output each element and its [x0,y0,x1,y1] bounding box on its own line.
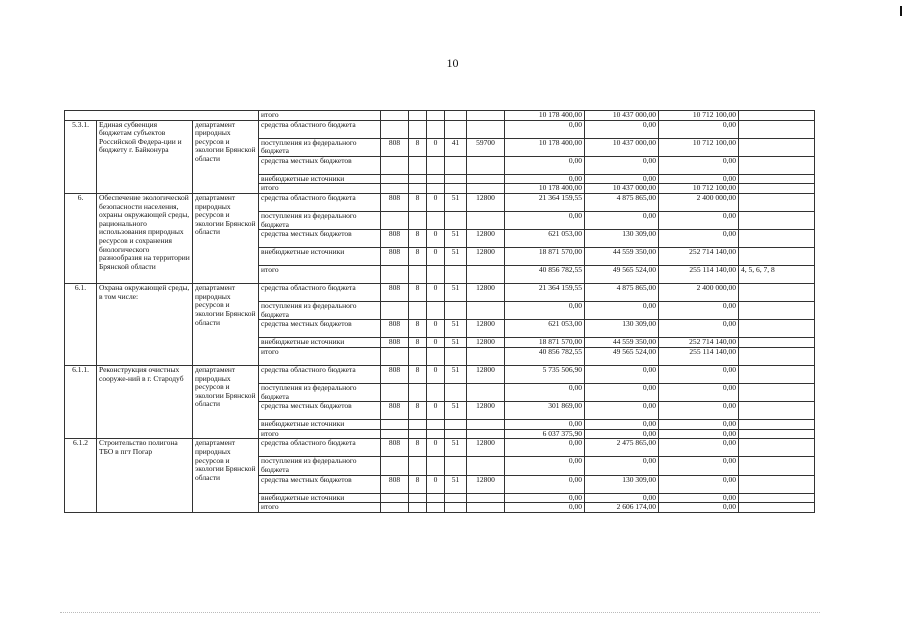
funding-source: средства местных бюджетов [259,156,381,174]
code-rz [409,493,427,503]
indicator-ref [739,338,815,348]
funding-source: итого [259,429,381,439]
code-csr [445,302,467,320]
indicator-ref [739,383,815,401]
code-rz: 8 [409,402,427,420]
amount-year-2: 2 475 865,00 [585,439,659,457]
code-rz: 8 [409,284,427,302]
amount-year-3: 255 114 140,00 [659,266,739,284]
code-direction [467,383,505,401]
code-pr: 0 [427,230,445,248]
funding-source: поступления из федерального бюджета [259,138,381,156]
funding-source: средства местных бюджетов [259,475,381,493]
code-direction: 12800 [467,439,505,457]
item-number: 6.1. [65,284,97,366]
executor: департамент природных ресурсов и экологии Брянской области [193,193,259,283]
amount-year-2: 10 437 000,00 [585,111,659,121]
amount-year-2: 130 309,00 [585,320,659,338]
code-grbs: 808 [381,475,409,493]
code-pr [427,120,445,138]
code-rz [409,503,427,513]
amount-year-2: 0,00 [585,493,659,503]
amount-year-2: 2 606 174,00 [585,503,659,513]
code-grbs: 808 [381,338,409,348]
funding-source: средства местных бюджетов [259,402,381,420]
indicator-ref [739,230,815,248]
code-direction [467,302,505,320]
code-grbs: 808 [381,193,409,211]
amount-year-1: 0,00 [505,475,585,493]
amount-year-2: 0,00 [585,365,659,383]
code-pr [427,156,445,174]
amount-year-1: 0,00 [505,493,585,503]
amount-year-1: 0,00 [505,457,585,475]
code-pr [427,302,445,320]
code-direction: 59700 [467,138,505,156]
code-csr: 51 [445,439,467,457]
code-csr: 51 [445,248,467,266]
indicator-ref [739,420,815,430]
code-csr [445,174,467,184]
code-rz [409,174,427,184]
executor: департамент природных ресурсов и экологии Брянской области [193,439,259,512]
code-rz [409,429,427,439]
indicator-ref [739,211,815,229]
funding-source: итого [259,503,381,513]
funding-source: внебюджетные источники [259,248,381,266]
code-direction [467,420,505,430]
code-direction: 12800 [467,402,505,420]
code-direction [467,120,505,138]
amount-year-3: 2 400 000,00 [659,284,739,302]
code-rz: 8 [409,475,427,493]
funding-source: итого [259,266,381,284]
code-pr [427,174,445,184]
amount-year-3: 0,00 [659,503,739,513]
code-pr: 0 [427,193,445,211]
code-rz [409,184,427,194]
code-direction: 12800 [467,284,505,302]
code-csr: 41 [445,138,467,156]
code-direction: 12800 [467,193,505,211]
item-number: 6. [65,193,97,283]
amount-year-2: 4 875 865,00 [585,284,659,302]
code-csr [445,383,467,401]
indicator-ref [739,320,815,338]
amount-year-3: 0,00 [659,365,739,383]
code-direction: 12800 [467,248,505,266]
amount-year-1: 621 053,00 [505,230,585,248]
item-name: Обеспечение экологической безопасности населения, охраны окружающей среды, рационального использования природных ресурсов и сохранения биологического разнообразия на территории Брянской области [97,193,193,283]
code-rz [409,383,427,401]
amount-year-3: 0,00 [659,475,739,493]
code-grbs [381,383,409,401]
funding-source: внебюджетные источники [259,420,381,430]
code-direction [467,429,505,439]
amount-year-2: 0,00 [585,120,659,138]
code-pr: 0 [427,365,445,383]
indicator-ref [739,302,815,320]
amount-year-1: 0,00 [505,120,585,138]
amount-year-3: 0,00 [659,320,739,338]
indicator-ref [739,475,815,493]
amount-year-1: 301 869,00 [505,402,585,420]
amount-year-3: 0,00 [659,429,739,439]
indicator-ref [739,347,815,365]
funding-source: средства местных бюджетов [259,230,381,248]
code-direction [467,457,505,475]
funding-source: средства областного бюджета [259,193,381,211]
amount-year-3: 0,00 [659,302,739,320]
amount-year-2: 130 309,00 [585,475,659,493]
amount-year-1: 0,00 [505,420,585,430]
indicator-ref [739,365,815,383]
code-grbs: 808 [381,320,409,338]
code-pr: 0 [427,475,445,493]
code-pr: 0 [427,138,445,156]
table-row [65,120,815,138]
amount-year-2: 4 875 865,00 [585,193,659,211]
code-csr [445,503,467,513]
code-csr: 51 [445,365,467,383]
budget-table [64,110,815,513]
empty-cell [65,111,259,121]
code-csr: 51 [445,230,467,248]
amount-year-3: 0,00 [659,174,739,184]
code-csr [445,493,467,503]
code-direction [467,174,505,184]
amount-year-3: 10 712 100,00 [659,184,739,194]
code-pr: 0 [427,402,445,420]
amount-year-1: 6 037 375,90 [505,429,585,439]
code-grbs [381,429,409,439]
code-grbs [381,174,409,184]
executor: департамент природных ресурсов и экологии Брянской области [193,120,259,193]
code-direction [467,266,505,284]
code-grbs [381,347,409,365]
funding-source: средства областного бюджета [259,439,381,457]
code-grbs: 808 [381,402,409,420]
code-grbs [381,493,409,503]
code-direction: 12800 [467,475,505,493]
amount-year-3: 0,00 [659,439,739,457]
code-grbs: 808 [381,365,409,383]
amount-year-3: 10 712 100,00 [659,111,739,121]
amount-year-3: 0,00 [659,211,739,229]
amount-year-3: 255 114 140,00 [659,347,739,365]
code-direction: 12800 [467,365,505,383]
indicator-ref [739,193,815,211]
amount-year-1: 21 364 159,55 [505,284,585,302]
amount-year-2: 0,00 [585,402,659,420]
code-csr [445,111,467,121]
code-csr: 51 [445,193,467,211]
code-grbs [381,503,409,513]
code-csr [445,420,467,430]
code-csr: 51 [445,402,467,420]
code-pr [427,493,445,503]
executor: департамент природных ресурсов и экологии Брянской области [193,365,259,438]
code-pr: 0 [427,320,445,338]
table-row [65,365,815,383]
amount-year-1: 40 856 782,55 [505,347,585,365]
code-grbs: 808 [381,230,409,248]
amount-year-1: 621 053,00 [505,320,585,338]
amount-year-3: 252 714 140,00 [659,248,739,266]
code-grbs [381,266,409,284]
amount-year-3: 0,00 [659,493,739,503]
code-pr [427,184,445,194]
code-rz: 8 [409,248,427,266]
item-number: 5.3.1. [65,120,97,193]
code-csr [445,347,467,365]
amount-year-2: 44 559 350,00 [585,248,659,266]
funding-source: поступления из федерального бюджета [259,383,381,401]
code-grbs [381,302,409,320]
amount-year-1: 10 178 400,00 [505,138,585,156]
funding-source: итого [259,184,381,194]
amount-year-2: 0,00 [585,156,659,174]
amount-year-1: 0,00 [505,302,585,320]
code-rz: 8 [409,193,427,211]
code-grbs [381,184,409,194]
amount-year-1: 18 871 570,00 [505,248,585,266]
amount-year-2: 0,00 [585,302,659,320]
code-rz [409,266,427,284]
amount-year-3: 0,00 [659,457,739,475]
code-rz [409,457,427,475]
amount-year-3: 0,00 [659,383,739,401]
indicator-ref [739,493,815,503]
code-grbs [381,156,409,174]
code-pr [427,429,445,439]
amount-year-2: 49 565 524,00 [585,347,659,365]
code-direction [467,156,505,174]
code-direction [467,111,505,121]
amount-year-3: 252 714 140,00 [659,338,739,348]
page-number: 10 [446,56,459,70]
indicator-ref [739,138,815,156]
code-grbs: 808 [381,138,409,156]
amount-year-3: 0,00 [659,120,739,138]
amount-year-2: 0,00 [585,211,659,229]
amount-year-3: 2 400 000,00 [659,193,739,211]
funding-source: внебюджетные источники [259,338,381,348]
amount-year-1: 5 735 506,90 [505,365,585,383]
amount-year-2: 49 565 524,00 [585,266,659,284]
code-csr: 51 [445,320,467,338]
bottom-scan-dots [60,612,820,613]
code-grbs [381,457,409,475]
amount-year-1: 10 178 400,00 [505,184,585,194]
code-rz: 8 [409,320,427,338]
indicator-ref [739,111,815,121]
code-rz [409,420,427,430]
code-pr: 0 [427,338,445,348]
code-rz [409,211,427,229]
funding-source: внебюджетные источники [259,174,381,184]
code-rz [409,156,427,174]
item-name: Реконструкция очистных сооруже-ний в г. Стародуб [97,365,193,438]
funding-source: поступления из федерального бюджета [259,302,381,320]
funding-source: итого [259,347,381,365]
code-grbs: 808 [381,284,409,302]
code-direction [467,184,505,194]
item-name: Охрана окружающей среды, в том числе: [97,284,193,366]
amount-year-2: 10 437 000,00 [585,184,659,194]
edge-mark [900,6,902,16]
item-number: 6.1.2 [65,439,97,512]
code-grbs [381,211,409,229]
code-rz [409,302,427,320]
code-csr [445,184,467,194]
code-direction: 12800 [467,338,505,348]
amount-year-2: 0,00 [585,420,659,430]
amount-year-3: 0,00 [659,230,739,248]
code-csr [445,429,467,439]
amount-year-2: 0,00 [585,383,659,401]
indicator-ref [739,284,815,302]
indicator-ref [739,439,815,457]
amount-year-2: 0,00 [585,429,659,439]
funding-source: внебюджетные источники [259,493,381,503]
amount-year-1: 0,00 [505,211,585,229]
amount-year-2: 0,00 [585,174,659,184]
code-direction [467,347,505,365]
code-pr [427,503,445,513]
code-rz [409,120,427,138]
indicator-ref [739,503,815,513]
amount-year-1: 0,00 [505,383,585,401]
item-name: Строительство полигона ТБО в пгт Погар [97,439,193,512]
code-rz: 8 [409,138,427,156]
funding-source: средства областного бюджета [259,365,381,383]
table-row [65,284,815,302]
table-row [65,193,815,211]
code-direction: 12800 [467,320,505,338]
table-row [65,439,815,457]
amount-year-2: 44 559 350,00 [585,338,659,348]
code-pr: 0 [427,248,445,266]
amount-year-1: 18 871 570,00 [505,338,585,348]
funding-source: итого [259,111,381,121]
amount-year-1: 0,00 [505,156,585,174]
code-rz: 8 [409,338,427,348]
item-name: Единая субвенция бюджетам субъектов Российской Федера-ции и бюджету г. Байконура [97,120,193,193]
indicator-ref [739,248,815,266]
indicator-ref [739,402,815,420]
amount-year-2: 10 437 000,00 [585,138,659,156]
indicator-ref [739,184,815,194]
indicator-ref [739,429,815,439]
indicator-ref [739,156,815,174]
code-pr [427,266,445,284]
code-csr [445,266,467,284]
table-row [65,111,815,121]
amount-year-2: 0,00 [585,457,659,475]
code-csr [445,120,467,138]
code-pr [427,420,445,430]
amount-year-1: 0,00 [505,174,585,184]
amount-year-3: 0,00 [659,156,739,174]
funding-source: средства местных бюджетов [259,320,381,338]
code-direction: 12800 [467,230,505,248]
code-pr: 0 [427,439,445,457]
amount-year-3: 10 712 100,00 [659,138,739,156]
funding-source: поступления из федерального бюджета [259,457,381,475]
code-pr [427,111,445,121]
code-csr [445,211,467,229]
code-csr [445,156,467,174]
code-grbs: 808 [381,248,409,266]
indicator-ref [739,174,815,184]
code-direction [467,493,505,503]
amount-year-3: 0,00 [659,402,739,420]
code-rz: 8 [409,439,427,457]
executor: департамент природных ресурсов и экологии Брянской области [193,284,259,366]
code-csr: 51 [445,284,467,302]
amount-year-1: 21 364 159,55 [505,193,585,211]
funding-source: поступления из федерального бюджета [259,211,381,229]
amount-year-3: 0,00 [659,420,739,430]
code-pr [427,211,445,229]
funding-source: средства областного бюджета [259,284,381,302]
indicator-ref [739,457,815,475]
item-number: 6.1.1. [65,365,97,438]
code-rz [409,111,427,121]
indicator-ref: 4, 5, 6, 7, 8 [739,266,815,284]
code-pr: 0 [427,284,445,302]
code-grbs [381,111,409,121]
amount-year-2: 130 309,00 [585,230,659,248]
indicator-ref [739,120,815,138]
funding-source: средства областного бюджета [259,120,381,138]
amount-year-1: 10 178 400,00 [505,111,585,121]
code-pr [427,457,445,475]
code-rz: 8 [409,365,427,383]
code-grbs: 808 [381,439,409,457]
amount-year-1: 0,00 [505,503,585,513]
code-grbs [381,120,409,138]
code-csr: 51 [445,338,467,348]
code-csr: 51 [445,475,467,493]
amount-year-1: 40 856 782,55 [505,266,585,284]
code-rz: 8 [409,230,427,248]
code-csr [445,457,467,475]
code-pr [427,383,445,401]
code-direction [467,211,505,229]
code-direction [467,503,505,513]
code-rz [409,347,427,365]
amount-year-1: 0,00 [505,439,585,457]
code-grbs [381,420,409,430]
code-pr [427,347,445,365]
